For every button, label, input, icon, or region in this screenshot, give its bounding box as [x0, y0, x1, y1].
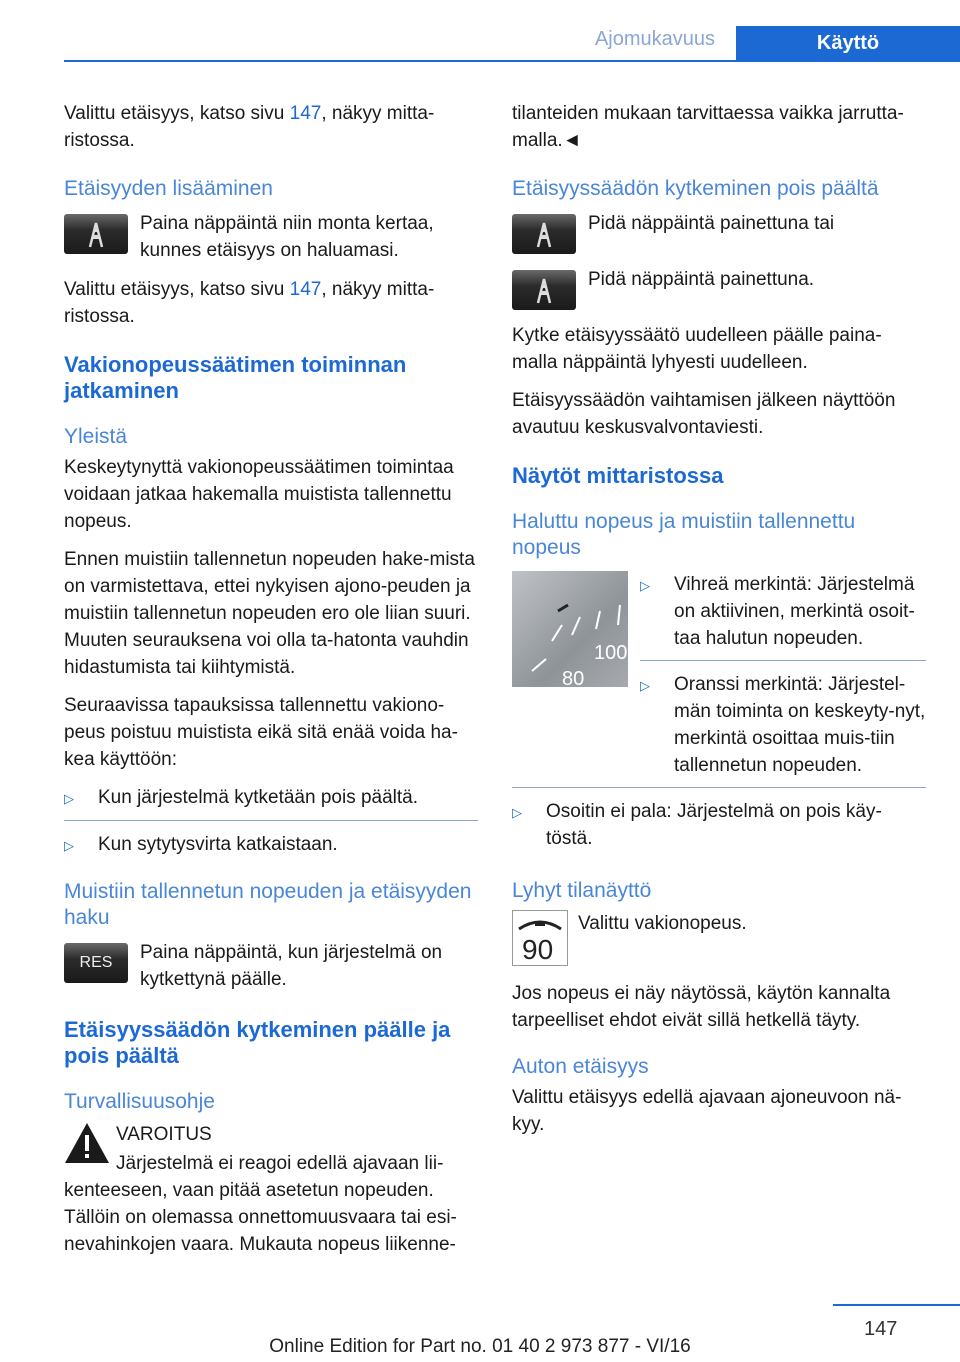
bullet-marker-icon: ▷ — [512, 805, 522, 820]
instruction-text: Paina näppäintä niin monta kertaa, kunnes etäisyys on haluamasi. — [140, 213, 434, 261]
warning-title: VAROITUS — [116, 1124, 212, 1145]
section-title: Ajomukavuus — [594, 28, 716, 50]
icon-row — [64, 210, 478, 264]
paragraph: Seuraavissa tapauksissa tallennettu vakiono-peus poistuu muistista eikä sitä enää voida ha-kea käyttöön: — [64, 695, 458, 770]
bullet-marker-icon: ▷ — [64, 791, 74, 806]
paragraph: Valittu etäisyys, katso sivu 147, näkyy mitta-ristossa. — [64, 103, 435, 151]
instruction-text: Paina näppäintä, kun järjestelmä on kytkettynä päälle. — [140, 942, 443, 990]
speedo-block — [512, 571, 926, 787]
list-item: ▷ Kun sytytysvirta katkaistaan. — [64, 831, 478, 859]
chapter-tab: Käyttö — [736, 26, 960, 62]
paragraph: Valittu etäisyys edellä ajavaan ajoneuvoon nä-kyy. — [512, 1087, 902, 1135]
list-item: ▷ Oranssi merkintä: Järjestel-män toiminta on keskeyty-nyt, merkintä osoittaa muis-tiin tallennetun nopeuden. — [640, 671, 926, 779]
warning-text-cont: kenteeseen, vaan pitää asetetun nopeuden. Tällöin on olemassa onnettomuusvaara tai esi-nevahinkojen vaara. Mukauta nopeus liikenne- — [64, 1180, 457, 1255]
icon-row — [512, 210, 926, 254]
heading-distance: Auton etäisyys — [512, 1055, 649, 1078]
heading-general: Yleistä — [64, 425, 128, 448]
left-column — [64, 100, 478, 1269]
speedo-label-100: 100 — [594, 642, 628, 664]
icon-row — [64, 939, 478, 993]
warning-triangle-icon — [64, 1121, 110, 1165]
tile-row — [512, 910, 926, 966]
heading-short: Lyhyt tilanäyttö — [512, 879, 652, 902]
page-footer — [0, 1300, 960, 1362]
divider — [640, 660, 926, 661]
speedo-label-80: 80 — [562, 668, 585, 687]
speedometer-display-icon — [512, 571, 628, 687]
edition-text: Online Edition for Part no. 01 40 2 973 877 - VI/16 — [269, 1336, 691, 1357]
paragraph: Valittu etäisyys, katso sivu 147, näkyy mitta-ristossa. — [64, 279, 435, 327]
tile-value: 90 — [522, 934, 554, 965]
list-item: ▷ Vihreä merkintä: Järjestelmä on aktiivinen, merkintä osoit-taa halutun nopeuden. — [640, 571, 926, 652]
heading-displays: Näytöt mittaristossa — [512, 463, 724, 488]
page-header — [0, 0, 960, 62]
heading-recall: Muistiin tallennetun nopeuden ja etäisyyden haku — [64, 880, 472, 929]
paragraph: Kytke etäisyyssäätö uudelleen päälle paina-malla näppäintä lyhyesti uudelleen. — [512, 325, 882, 373]
distance-button-icon — [512, 214, 576, 254]
list-item: ▷ Kun järjestelmä kytketään pois päältä. — [64, 784, 478, 812]
divider — [512, 787, 926, 788]
warning-box — [64, 1121, 478, 1177]
heading-increase: Etäisyyden lisääminen — [64, 177, 273, 200]
instruction-text: Pidä näppäintä painettuna. — [588, 269, 815, 290]
cruise-speed-tile-icon — [512, 910, 568, 966]
instruction-text: Pidä näppäintä painettuna tai — [588, 213, 835, 234]
heading-off: Etäisyyssäädön kytkeminen pois päältä — [512, 177, 879, 200]
header-rule — [64, 60, 960, 62]
warning-text: Järjestelmä ei reagoi edellä ajavaan lii- — [116, 1153, 444, 1174]
distance-button-icon — [64, 214, 128, 254]
icon-row — [512, 266, 926, 310]
page-number: 147 — [864, 1318, 898, 1340]
divider — [64, 820, 478, 821]
page-link[interactable]: 147 — [289, 103, 322, 124]
paragraph: Ennen muistiin tallennetun nopeuden hake-mista on varmistettava, ettei nykyisen ajono-peuden ja muistiin tallennetun nopeuden ero ole liian suuri. Muuten seurauksena voi olla ta-hatonta vauhdin hidastumista tai kiihtymistä. — [64, 549, 475, 678]
heading-safety: Turvallisuusohje — [64, 1090, 215, 1113]
list-item: ▷ Osoitin ei pala: Järjestelmä on pois käy-töstä. — [512, 798, 926, 852]
paragraph: Keskeytynyttä vakionopeussäätimen toimintaa voidaan jatkaa hakemalla muistista tallennettu nopeus. — [64, 457, 454, 532]
distance-button-icon — [512, 270, 576, 310]
heading-resume: Vakionopeussäätimen toiminnan jatkaminen — [64, 352, 407, 403]
heading-desired: Haluttu nopeus ja muistiin tallennettu nopeus — [512, 510, 856, 559]
res-button-icon: RES — [64, 943, 128, 983]
tile-description: Valittu vakionopeus. — [578, 913, 747, 934]
bullet-marker-icon: ▷ — [64, 838, 74, 853]
paragraph: Jos nopeus ei näy näytössä, käytön kannalta tarpeelliset ehdot eivät sillä hetkellä täyty. — [512, 983, 891, 1031]
bullet-marker-icon: ▷ — [640, 678, 650, 693]
heading-onoff: Etäisyyssäädön kytkeminen päälle ja pois päältä — [64, 1017, 451, 1068]
footer-rule — [833, 1304, 960, 1306]
page-link[interactable]: 147 — [289, 279, 322, 300]
bullet-marker-icon: ▷ — [640, 578, 650, 593]
paragraph: tilanteiden mukaan tarvittaessa vaikka jarrutta-malla.◄ — [512, 103, 904, 151]
right-column — [512, 100, 926, 1149]
paragraph: Etäisyyssäädön vaihtamisen jälkeen näyttöön avautuu keskusvalvontaviesti. — [512, 390, 896, 438]
